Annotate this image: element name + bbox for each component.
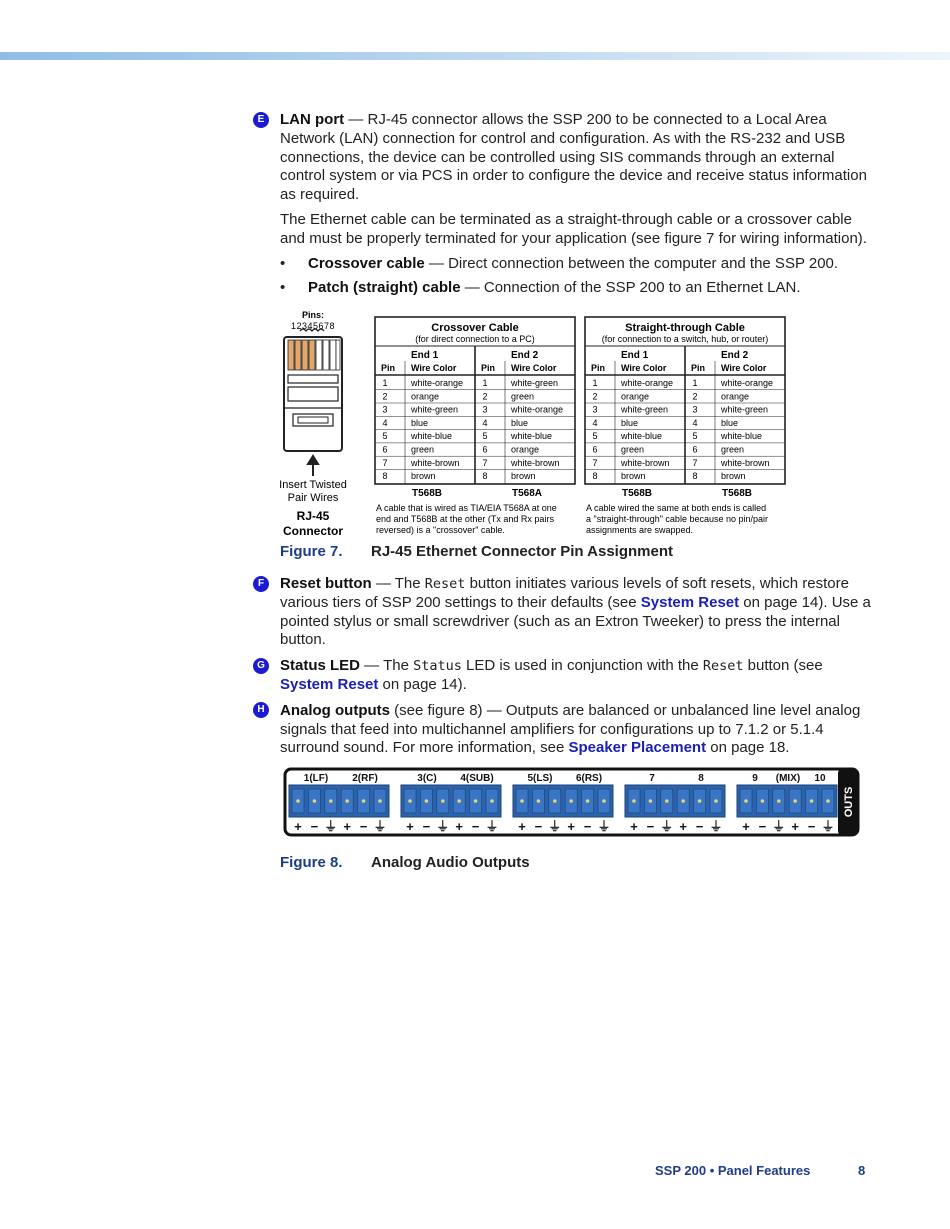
straight-std-1: T568B: [621, 488, 653, 499]
terminal-screw-icon: [408, 799, 412, 803]
terminal-screw-icon: [665, 799, 669, 803]
polarity-mark: +: [294, 819, 302, 834]
terminal-screw-icon: [761, 799, 765, 803]
status-text-1: — The: [360, 657, 414, 675]
polarity-mark: −: [534, 819, 543, 834]
crossover-color-hdr-1: Wire Color: [411, 363, 457, 373]
terminal-screw-icon: [810, 799, 814, 803]
terminal-screw-icon: [345, 799, 349, 803]
terminal-screw-icon: [632, 799, 636, 803]
reset-paragraph: [280, 575, 880, 650]
polarity-mark: −: [422, 819, 431, 834]
straight-color-left: white-orange: [621, 378, 674, 388]
straight-pin-left: 6: [592, 444, 598, 455]
straight-title: Straight-through Cable: [625, 322, 745, 334]
terminal-screw-icon: [425, 799, 429, 803]
status-reset-code: Reset: [702, 658, 744, 675]
straight-pin-left: 5: [592, 431, 598, 442]
straight-color-left: blue: [621, 417, 639, 428]
channel-label: 1(LF): [303, 773, 329, 784]
terminal-screw-icon: [777, 799, 781, 803]
polarity-mark: −: [310, 819, 319, 834]
polarity-mark: ⏚: [660, 819, 674, 834]
terminal-screw-icon: [602, 799, 606, 803]
lan-port-body: — RJ-45 connector allows the SSP 200 to be connected to a Local Area Network (LAN) connection for control and configuration. As with the RS-232 and USB connections, the device can be controlled using SIS commands through an external control system or via PCS in order to configure the device and receive status information as required.: [280, 111, 867, 204]
straight-pin-hdr-2: Pin: [691, 363, 706, 373]
terminal-screw-icon: [296, 799, 300, 803]
terminal-screw-icon: [553, 799, 557, 803]
rj45-connector-illustration: [279, 310, 347, 538]
straight-pin-hdr-1: Pin: [591, 363, 606, 373]
connector-name-1: RJ-45: [296, 509, 330, 523]
polarity-mark: ⏚: [821, 819, 835, 834]
crossover-color-right: brown: [511, 471, 536, 482]
crossover-color-right: green: [511, 391, 535, 402]
analog-text-2: on page 18.: [706, 739, 790, 757]
straight-color-left: white-blue: [621, 431, 663, 442]
insert-label-2: Pair Wires: [287, 492, 339, 504]
bullet-crossover: [280, 255, 880, 274]
crossover-color-left: brown: [411, 471, 436, 482]
channel-label: 4(SUB): [460, 773, 494, 784]
crossover-pin-left: 2: [382, 391, 388, 402]
polarity-mark: ⏚: [485, 819, 499, 834]
polarity-mark: ⏚: [709, 819, 723, 834]
figure-8-diagram: [280, 764, 865, 840]
figure-7-diagram: [270, 306, 800, 542]
insert-label-1: Insert Twisted: [279, 479, 347, 491]
straight-color-right: green: [721, 444, 745, 455]
status-system-reset-link[interactable]: System Reset: [280, 675, 379, 693]
straight-color-left: brown: [621, 471, 646, 482]
polarity-mark: −: [471, 819, 480, 834]
figure-8-caption: [280, 854, 530, 871]
bullet-patch-title: Patch (straight) cable: [308, 279, 461, 297]
crossover-color-right: white-green: [511, 378, 559, 388]
straight-color-left: white-brown: [621, 457, 670, 468]
terminal-screw-icon: [474, 799, 478, 803]
straight-end2: End 2: [721, 350, 749, 361]
status-text-2: LED is used in conjunction with the: [461, 657, 703, 675]
reset-button-section: [280, 575, 880, 758]
terminal-screw-icon: [441, 799, 445, 803]
terminal-screw-icon: [714, 799, 718, 803]
straight-note-3: assignments are swapped.: [586, 525, 694, 535]
straight-color-right: white-green: [721, 404, 769, 415]
polarity-mark: −: [807, 819, 816, 834]
straight-through-table: [585, 317, 785, 484]
crossover-color-right: white-orange: [511, 404, 564, 415]
bullet-patch: [280, 279, 880, 298]
terminal-screw-icon: [520, 799, 524, 803]
reset-text-1: — The: [371, 575, 425, 592]
figure-8-number: Figure 8.: [280, 854, 343, 871]
bullet-crossover-text: — Direct connection between the computer and the SSP 200.: [424, 254, 839, 272]
status-code: Status: [413, 658, 462, 675]
straight-pin-right: 5: [692, 431, 698, 442]
insert-arrow-icon: [308, 456, 318, 476]
straight-end1: End 1: [621, 350, 649, 361]
figure-7-caption: [280, 543, 673, 560]
crossover-color-left: white-blue: [411, 431, 453, 442]
terminal-screw-icon: [826, 799, 830, 803]
callout-badge-e: E: [253, 112, 269, 128]
crossover-subtitle: (for direct connection to a PC): [415, 334, 535, 344]
polarity-mark: +: [742, 819, 750, 834]
crossover-pin-right: 8: [482, 471, 488, 482]
straight-color-right: white-brown: [721, 457, 770, 468]
straight-pin-right: 3: [692, 404, 698, 415]
lan-port-section: [280, 111, 880, 298]
straight-pin-right: 2: [692, 391, 698, 402]
crossover-color-left: white-brown: [411, 457, 460, 468]
crossover-color-left: white-green: [411, 404, 459, 415]
straight-pin-left: 4: [592, 417, 598, 428]
crossover-pin-hdr-2: Pin: [481, 363, 496, 373]
figure-7-number: Figure 7.: [280, 543, 343, 560]
crossover-color-right: white-blue: [511, 431, 553, 442]
straight-pin-left: 1: [592, 378, 598, 388]
callout-badge-h: H: [253, 702, 269, 718]
terminal-screw-icon: [490, 799, 494, 803]
crossover-pin-right: 3: [482, 404, 488, 415]
straight-pin-right: 7: [692, 457, 698, 468]
polarity-mark: ⏚: [373, 819, 387, 834]
status-text-3: button (see: [743, 657, 823, 675]
polarity-mark: +: [679, 819, 687, 834]
crossover-color-left: white-orange: [411, 378, 464, 388]
bullet-patch-text: — Connection of the SSP 200 to an Ethernet LAN.: [460, 279, 801, 297]
straight-pin-left: 8: [592, 471, 598, 482]
polarity-mark: +: [630, 819, 638, 834]
crossover-pin-right: 1: [482, 378, 488, 388]
straight-pin-right: 4: [692, 417, 698, 428]
channel-label: 5(LS): [527, 773, 553, 784]
crossover-table: [375, 317, 575, 484]
crossover-color-right: orange: [511, 444, 540, 455]
straight-pin-left: 3: [592, 404, 598, 415]
crossover-end1: End 1: [411, 350, 439, 361]
straight-color-right: blue: [721, 417, 739, 428]
analog-paragraph: [280, 702, 880, 758]
crossover-pin-right: 6: [482, 444, 488, 455]
lan-port-title: LAN port: [280, 111, 345, 128]
terminal-screw-icon: [362, 799, 366, 803]
crossover-color-right: blue: [511, 417, 529, 428]
polarity-mark: −: [359, 819, 368, 834]
channel-label: 2(RF): [352, 773, 378, 784]
ethernet-cable-paragraph: The Ethernet cable can be terminated as a straight-through cable or a crossover cable and must be properly terminated for your application (see figure 7 for wiring information).: [280, 210, 867, 247]
straight-color-right: brown: [721, 471, 746, 482]
polarity-mark: −: [583, 819, 592, 834]
system-reset-link[interactable]: System Reset: [640, 593, 740, 611]
channel-label: 8: [698, 773, 704, 784]
polarity-mark: ⏚: [772, 819, 786, 834]
crossover-std-2: T568A: [511, 488, 543, 499]
polarity-mark: +: [455, 819, 463, 834]
terminal-screw-icon: [649, 799, 653, 803]
polarity-mark: +: [791, 819, 799, 834]
crossover-pin-right: 7: [482, 457, 488, 468]
channel-label: 9: [752, 773, 758, 784]
terminal-screw-icon: [569, 799, 573, 803]
crossover-pin-right: 4: [482, 417, 488, 428]
crossover-pin-left: 7: [382, 457, 388, 468]
crossover-std-1: T568B: [411, 488, 443, 499]
straight-pin-right: 1: [692, 378, 698, 388]
callout-badge-f: F: [253, 576, 269, 592]
polarity-mark: −: [646, 819, 655, 834]
channel-label: 6(RS): [575, 773, 603, 784]
channel-label: 7: [649, 773, 655, 784]
crossover-color-left: orange: [411, 391, 440, 402]
polarity-mark: −: [758, 819, 767, 834]
bullet-crossover-title: Crossover cable: [308, 254, 425, 272]
straight-std-2: T568B: [721, 488, 753, 499]
crossover-pin-right: 5: [482, 431, 488, 442]
terminal-screw-icon: [681, 799, 685, 803]
straight-color-left: orange: [621, 391, 650, 402]
polarity-mark: +: [406, 819, 414, 834]
polarity-mark: −: [695, 819, 704, 834]
straight-pin-left: 7: [592, 457, 598, 468]
polarity-mark: ⏚: [324, 819, 338, 834]
crossover-pin-right: 2: [482, 391, 488, 402]
bullet-dot-icon: •: [280, 279, 286, 297]
figure-7-title: RJ-45 Ethernet Connector Pin Assignment: [371, 543, 673, 560]
crossover-note-3: reversed) is a "crossover" cable.: [376, 525, 505, 535]
crossover-color-left: blue: [411, 417, 429, 428]
footer-title: SSP 200 • Panel Features: [655, 1163, 811, 1178]
callout-badge-g: G: [253, 658, 269, 674]
channel-label: 10: [814, 773, 826, 784]
crossover-color-right: white-brown: [511, 457, 560, 468]
page-number: 8: [858, 1163, 866, 1178]
terminal-screw-icon: [313, 799, 317, 803]
polarity-mark: ⏚: [548, 819, 562, 834]
straight-note-2: a "straight-through" cable because no pin/pair: [586, 514, 769, 524]
lan-port-paragraph: [280, 111, 880, 205]
straight-color-hdr-1: Wire Color: [621, 363, 667, 373]
pin-numbers: 12345678: [290, 321, 336, 331]
crossover-pin-left: 1: [382, 378, 388, 388]
terminal-screw-icon: [378, 799, 382, 803]
terminal-screw-icon: [329, 799, 333, 803]
straight-note-1: A cable wired the same at both ends is called: [586, 503, 767, 513]
straight-pin-right: 8: [692, 471, 698, 482]
analog-text-1: (see figure 8) — Outputs are balanced or unbalanced line level analog signals that feed into multichannel amplifiers for configurations up to 7.1.2 or 5.1.4 surround sound. For more information, see: [280, 701, 861, 757]
straight-color-right: orange: [721, 391, 750, 402]
straight-color-right: white-orange: [721, 378, 774, 388]
crossover-note-2: end and T568B at the other (Tx and Rx pairs: [376, 514, 554, 524]
status-paragraph: [280, 657, 880, 695]
polarity-mark: ⏚: [436, 819, 450, 834]
bullet-dot-icon: •: [280, 254, 286, 272]
straight-subtitle: (for connection to a switch, hub, or router): [601, 334, 769, 344]
reset-code: Reset: [424, 576, 466, 592]
crossover-pin-left: 3: [382, 404, 388, 415]
polarity-mark: ⏚: [597, 819, 611, 834]
connector-contacts: [288, 340, 340, 370]
straight-pin-right: 6: [692, 444, 698, 455]
terminal-screw-icon: [744, 799, 748, 803]
pins-label: Pins:: [301, 310, 325, 320]
figure-8-title: Analog Audio Outputs: [371, 854, 530, 871]
terminal-screw-icon: [457, 799, 461, 803]
straight-color-right: white-blue: [721, 431, 763, 442]
straight-color-hdr-2: Wire Color: [721, 363, 767, 373]
straight-color-left: white-green: [621, 404, 669, 415]
crossover-pin-left: 6: [382, 444, 388, 455]
terminal-screw-icon: [586, 799, 590, 803]
page-footer: [655, 1163, 866, 1178]
straight-pin-left: 2: [592, 391, 598, 402]
reset-text-2: button initiates various levels of soft resets, which restore various tiers of SSP 200 settings to their defaults (see: [280, 575, 849, 611]
status-title: Status LED: [280, 657, 361, 675]
crossover-end2: End 2: [511, 350, 539, 361]
channel-label: 3(C): [417, 773, 437, 784]
crossover-pin-left: 8: [382, 471, 388, 482]
crossover-pin-left: 4: [382, 417, 388, 428]
polarity-mark: +: [567, 819, 575, 834]
polarity-mark: +: [518, 819, 526, 834]
reset-text-3: on page 14). Use a pointed stylus or small screwdriver (such as an Extron Tweeker) to press the internal button.: [280, 593, 871, 649]
terminal-screw-icon: [793, 799, 797, 803]
terminal-screw-icon: [537, 799, 541, 803]
channel-label: (MIX): [775, 773, 801, 784]
reset-title: Reset button: [280, 575, 372, 592]
crossover-color-left: green: [411, 444, 435, 455]
crossover-pin-left: 5: [382, 431, 388, 442]
speaker-placement-link[interactable]: Speaker Placement: [568, 739, 707, 757]
status-text-4: on page 14).: [378, 675, 467, 693]
analog-title: Analog outputs: [280, 701, 390, 719]
connector-name-2: Connector: [283, 524, 343, 538]
outs-label: OUTS: [843, 786, 855, 818]
header-gradient-bar: [0, 52, 950, 60]
straight-color-left: green: [621, 444, 645, 455]
crossover-title: Crossover Cable: [431, 322, 519, 334]
polarity-mark: +: [343, 819, 351, 834]
crossover-note-1: A cable that is wired as TIA/EIA T568A at one: [376, 503, 557, 513]
crossover-pin-hdr-1: Pin: [381, 363, 396, 373]
terminal-screw-icon: [698, 799, 702, 803]
crossover-color-hdr-2: Wire Color: [511, 363, 557, 373]
